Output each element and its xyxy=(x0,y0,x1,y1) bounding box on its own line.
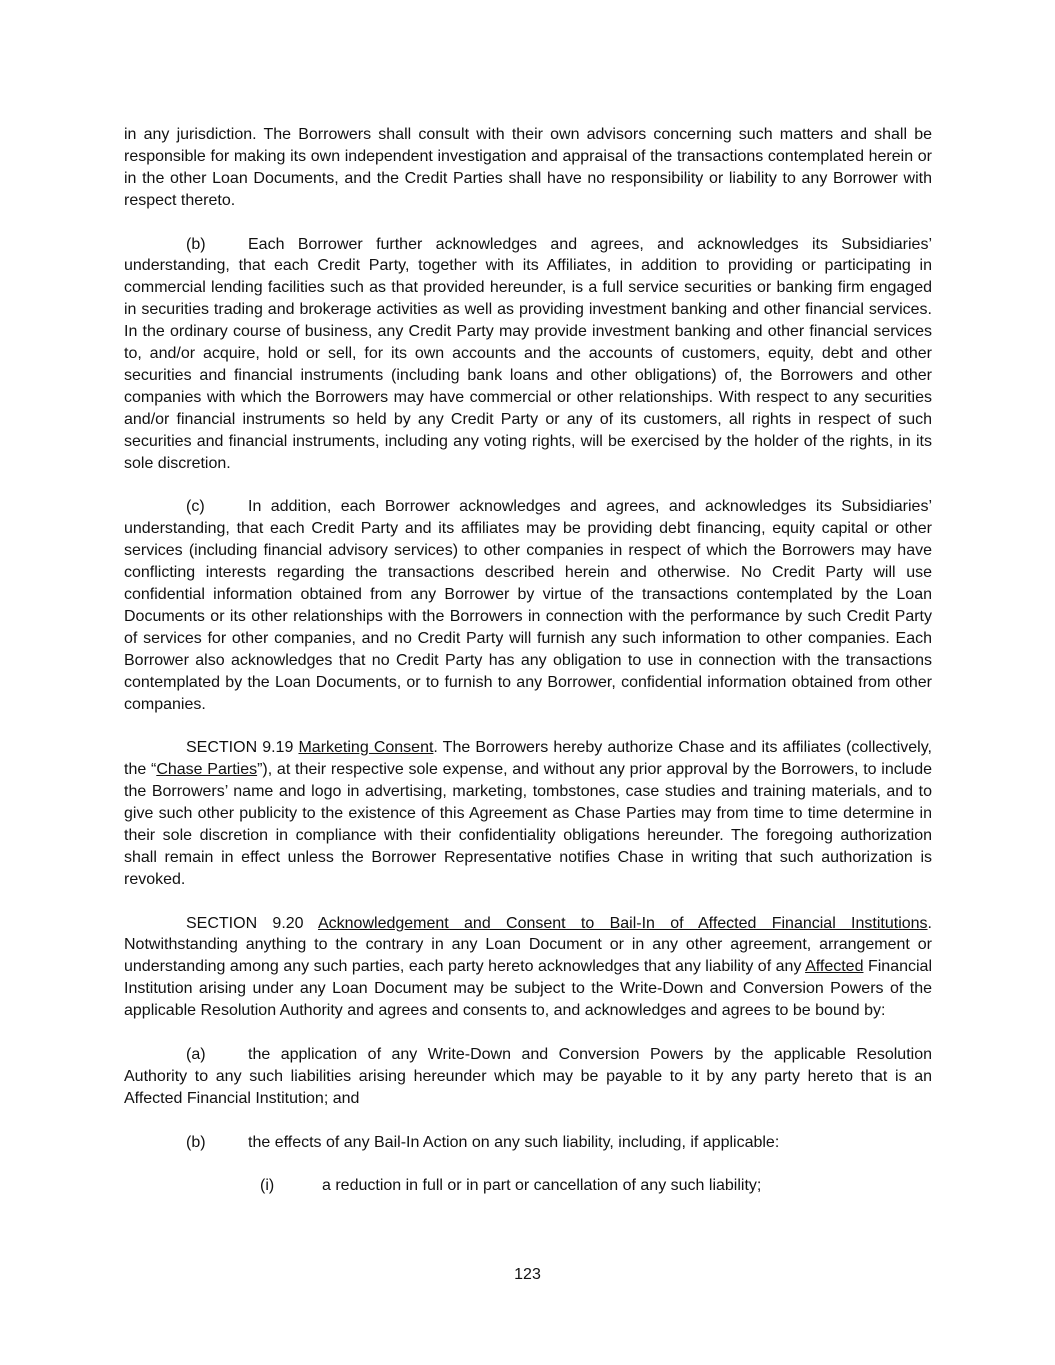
paragraph-label: (b) xyxy=(186,235,206,253)
defined-term: Chase Parties xyxy=(156,761,258,779)
paragraph-text: a reduction in full or in part or cancellation of any such liability; xyxy=(322,1177,762,1195)
paragraph-text: the effects of any Bail-In Action on any such liability, including, if applicable: xyxy=(248,1133,780,1151)
section-9-19 xyxy=(124,737,932,890)
paragraph-b xyxy=(124,234,932,475)
paragraph-c xyxy=(124,496,932,715)
document-page xyxy=(124,124,932,1197)
paragraph-continuation: in any jurisdiction. The Borrowers shall consult with their own advisors concerning such matters and shall be responsible for making its own independent investigation and appraisal of the transactions contemplated herein or in the other Loan Documents, and the Credit Parties shall have no responsibility or liability to any Borrower with respect thereto. xyxy=(124,126,932,209)
paragraph-text: Each Borrower further acknowledges and agrees, and acknowledges its Subsidiaries’ understanding, that each Credit Party, together with its Affiliates, in addition to providing or participating in commercial lending facilities such as that provided hereunder, is a full service securities or banking firm engaged in securities trading and brokerage activities as well as providing investment banking and other financial services. In the ordinary course of business, any Credit Party may provide investment banking and other financial services to, and/or acquire, hold or sell, for its own accounts and the accounts of customers, equity, debt and other securities and financial instruments (including bank loans and other obligations) of, the Borrowers and other companies with which the Borrowers may have commercial or other relationships. With respect to any securities and/or financial instruments so held by any Credit Party or any of its customers, all rights in respect of such securities and financial instruments, including any voting rights, will be exercised by the holder of the rights, in its sole discretion. xyxy=(124,235,932,472)
section-heading: Marketing Consent xyxy=(298,739,434,757)
section-heading: Acknowledgement and Consent to Bail-In of Affected Financial Institutions xyxy=(317,914,928,932)
page-number: 123 xyxy=(514,1266,541,1283)
section-9-20-a xyxy=(124,1044,932,1110)
section-number: SECTION 9.20 xyxy=(186,914,318,932)
section-9-20-b-i xyxy=(124,1175,932,1197)
paragraph-label: (c) xyxy=(186,498,205,516)
section-text: . Notwithstanding anything to the contrary in any Loan Document or in any other agreement, arrangement or understanding among any such parties, each party hereto acknowledges that any liability of any xyxy=(124,914,932,976)
section-number: SECTION 9.19 xyxy=(186,739,299,757)
section-text: ”), at their respective sole expense, and without any prior approval by the Borrowers, to include the Borrowers’ name and logo in advertising, marketing, tombstones, case studies and training materials, and to give such other publicity to the existence of this Agreement as Chase Parties may from time to time determine in their sole discretion in compliance with their confidentiality obligations hereunder. The foregoing authorization shall remain in effect unless the Borrower Representative notifies Chase in writing that such authorization is revoked. xyxy=(124,761,932,888)
section-text: . The Borrowers hereby authorize Chase and its affiliates (collectively, the “ xyxy=(124,739,932,779)
paragraph-text: In addition, each Borrower acknowledges and agrees, and acknowledges its Subsidiaries’ understanding, that each Credit Party and its affiliates may be providing debt financing, equity capital or other services (including financial advisory services) to other companies in respect of which the Borrowers may have conflicting interests regarding the transactions described herein and otherwise. No Credit Party will use confidential information obtained from any Borrower by virtue of the transactions contemplated by the Loan Documents or its other relationships with the Borrowers in connection with the performance by such Credit Party of services for other companies, and no Credit Party will furnish any such information to other companies. Each Borrower also acknowledges that no Credit Party has any obligation to use in connection with the transactions contemplated by the Loan Documents, or to furnish to any Borrower, confidential information obtained from other companies. xyxy=(124,498,932,713)
paragraph-label: (b) xyxy=(186,1133,206,1151)
paragraph-label: (i) xyxy=(260,1177,275,1195)
section-text: Financial Institution arising under any Loan Document may be subject to the Write-Down and Conversion Powers of the applicable Resolution Authority and agrees and consents to, and acknowledges and agrees to be bound by: xyxy=(124,958,933,1020)
paragraph-label: (a) xyxy=(186,1045,206,1063)
section-9-20-b xyxy=(124,1132,932,1154)
paragraph-text: the application of any Write-Down and Conversion Powers by the applicable Resolution Authority to any such liabilities arising hereunder which may be payable to it by any party hereto that is an Affected Financial Institution; and xyxy=(124,1045,932,1107)
section-9-20 xyxy=(124,913,932,1023)
defined-term: Affected xyxy=(805,958,864,976)
